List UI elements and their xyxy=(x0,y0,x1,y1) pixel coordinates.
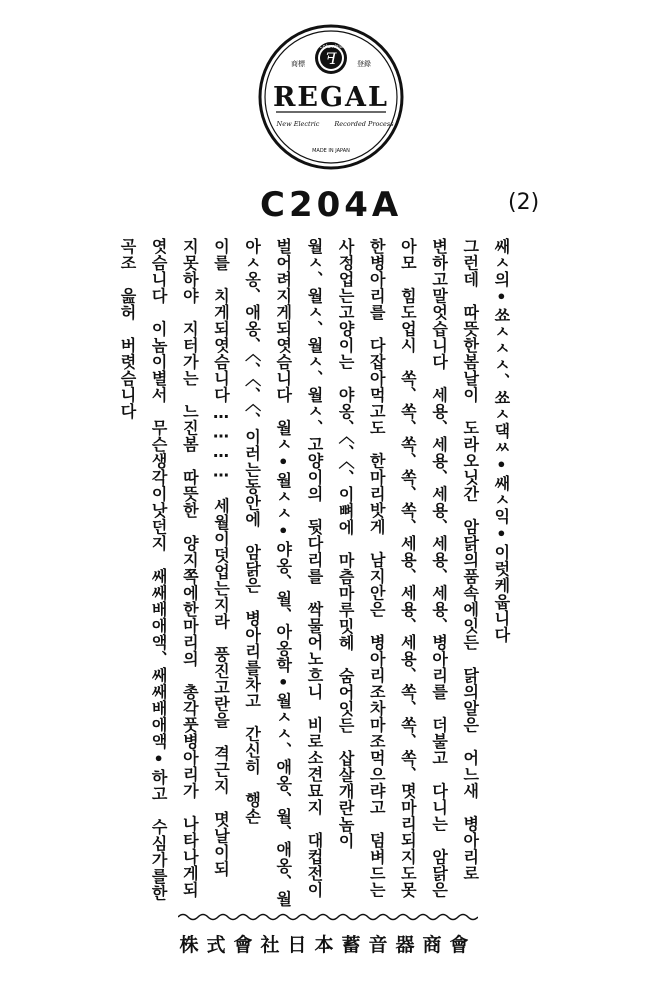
lyrics-column: 사정업는고양이는 야옹、〈、〈、이뼈에 마츰마루밋헤 숨어잇든 삽살개란놈이 xyxy=(336,238,356,849)
lyrics-column: 그런데 따뜻한봄날이 도라오닛간 암닭의품속에잇든 닭의알은 어느새 병아리로 xyxy=(460,238,480,882)
logo-right-small-text: Recorded Process xyxy=(334,120,394,128)
lyrics-column: 곡조 읊허 버렷슴니다 xyxy=(118,238,137,420)
lyrics-column: 엿슴니다 이놈이별서 무슨생각이낫던지 쌔쌔배애액、쌔쌔배애액•하고 수심가를한 xyxy=(149,238,169,901)
logo-left-small-text: New Electric xyxy=(276,120,320,128)
logo-top-left-text: 商標 xyxy=(291,60,305,68)
lyrics-vertical-text xyxy=(118,238,511,907)
lyrics-column: 아ㅅ옹、애옹、〈、〈、〈、이러는동안에 암닭은 병아리를차고 간신히 행손 xyxy=(242,238,262,825)
logo-top-right-text: 登錄 xyxy=(357,60,371,68)
lyrics-column: 이를 치게되엿슴니다………… 세월이덧업는지라 풍진고란을 격근지 몃날이되 xyxy=(211,238,231,877)
lyrics-column: 월ㅅ、월ㅅ、월ㅅ、월ㅅ、고양이의 뒷다리를 싹물어노흐니 비로소견묘지 대컵전이 xyxy=(304,238,324,898)
lyrics-column: 지못하야 지터가는 느진봄 따뜻한 양지쪽에한마리의 총각풋병아리가 나타나게되 xyxy=(180,238,200,898)
wavy-divider xyxy=(178,912,478,922)
logo-columbia-text: Columbia xyxy=(319,44,343,50)
lyrics-column: 벌어려지게되엿슴니다 월ㅅ•월ㅅㅅ•야옹、월、아옹학•월ㅅㅅ、애옹、월、애옹、월 xyxy=(273,238,293,907)
regal-label-logo xyxy=(256,22,406,172)
lyrics-column: 아모 힘도업시 쏙、쏙、쏙、쏙、쏙、세용、세용、세용、쏙、쏙、쏙、몃마리되지도못 xyxy=(398,238,418,898)
logo-bottom-text: MADE IN JAPAN xyxy=(312,148,350,154)
logo-brand-text: REGAL xyxy=(272,82,390,113)
svg-text:ꟻ: ꟻ xyxy=(325,49,337,68)
lyrics-column: 변하고말엇습니다 세용、세용、세용、세용、세용、병아리를 더불고 다니는 암닭은 xyxy=(429,238,449,898)
regal-logo-emblem xyxy=(256,22,406,172)
page-number: (2) xyxy=(508,190,540,215)
lyrics-column: 쌔ㅅ의•쑈ㅅㅅㅅ、쑈ㅅ댁ㅆ•쌔ㅅ익•이럿케웁니다 xyxy=(491,238,511,643)
publisher-name: 株式會社日本蓄音器商會 xyxy=(179,934,477,956)
catalog-number: C204A xyxy=(260,185,403,225)
lyrics-column: 한병아리를 다잡아먹고도 한마리밧게 남지안은 병아리조차마조먹으랴고 덤벼드는 xyxy=(367,238,387,898)
